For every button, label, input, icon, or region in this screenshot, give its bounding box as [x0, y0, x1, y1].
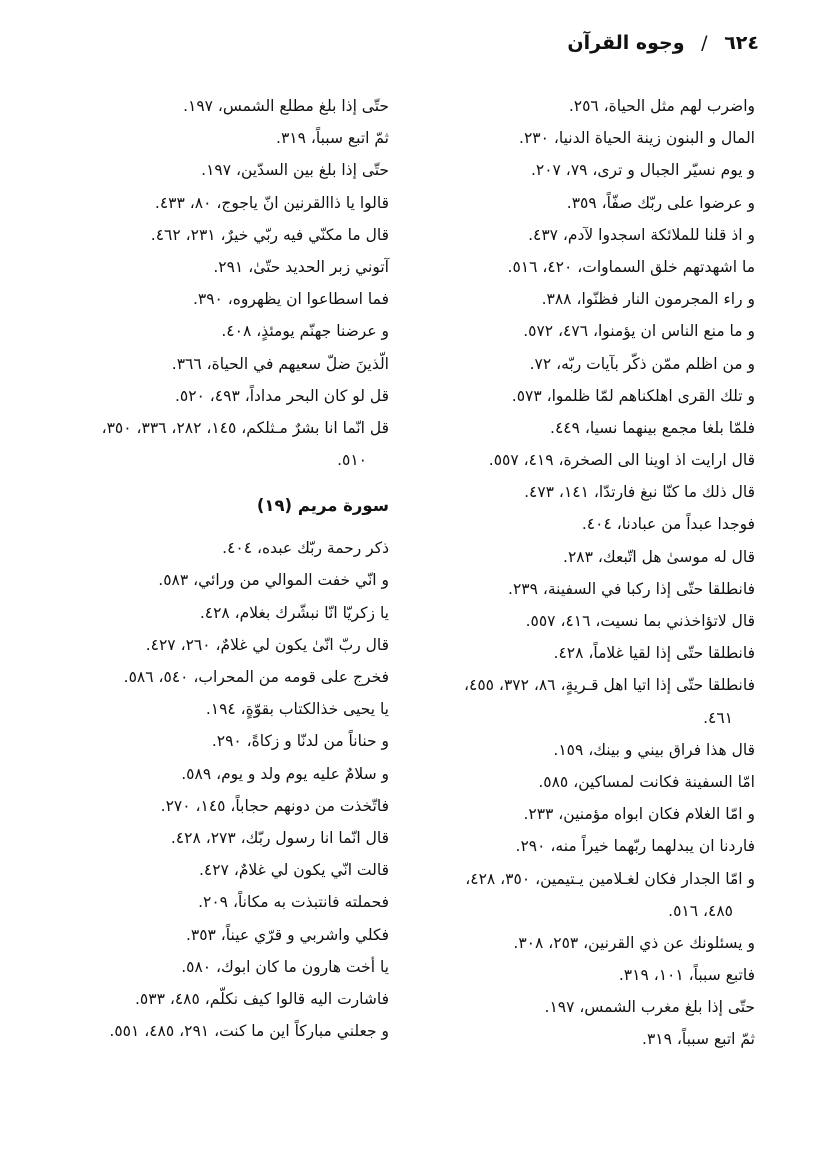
index-entry: [395, 476, 755, 508]
index-entry: [395, 187, 755, 219]
index-entry-text: و امّا الغلام فكان ابواه مؤمنين، ٢٣٣.: [523, 805, 755, 824]
index-entry-text: فانطلقا حتّى إذا ركبا في السفينة، ٢٣٩.: [508, 579, 755, 598]
index-entry: [34, 154, 389, 186]
running-header: [567, 32, 759, 54]
index-entry: [34, 725, 389, 757]
index-entry: [34, 348, 389, 380]
index-entry: [395, 90, 755, 122]
index-entry-text: و اذ قلنا للملائكة اسجدوا لآدم، ٤٣٧.: [528, 225, 755, 244]
index-entry-text: قال ارايت اذ اوينا الى الصخرة، ٤١٩، ٥٥٧.: [488, 451, 755, 470]
index-entry: [34, 564, 389, 596]
index-entry: [395, 348, 755, 380]
index-entry-text: قال لاتؤاخذني بما نسيت، ٤١٦، ٥٥٧.: [525, 612, 755, 630]
index-entry: [395, 541, 755, 573]
index-entry: [395, 283, 755, 315]
index-entry: [34, 122, 389, 154]
index-entry: [395, 798, 755, 830]
index-entry-text: حتّى إذا بلغ مطلع الشمس، ١٩٧.: [183, 97, 389, 115]
index-entry: [34, 854, 389, 886]
index-entry: [34, 219, 389, 251]
index-entry: [34, 251, 389, 283]
header-separator: /: [701, 32, 708, 54]
index-entry-text: فاردنا ان يبدلهما ربّهما خيراً منه، ٢٩٠.: [515, 837, 755, 856]
index-entry-continuation: ٤٨٥، ٥١٦.: [668, 901, 733, 920]
index-entry-text: قال ذلك ما كنّا نبغ فارتدّا، ١٤١، ٤٧٣.: [524, 483, 755, 502]
index-entry: [34, 758, 389, 790]
index-entry-text: فوجدا عبداً من عبادنا، ٤٠٤.: [581, 515, 755, 534]
index-column-left: [34, 90, 389, 1047]
index-entry-text: و من اظلم ممّن ذكّر بآيات ربّه، ٧٢.: [529, 354, 755, 373]
index-entry: [395, 734, 755, 766]
index-entry-text: قال له موسىٰ هل اتّبعك، ٢٨٣.: [563, 547, 755, 566]
index-entry-text: حتّى إذا بلغ مغرب الشمس، ١٩٧.: [544, 998, 755, 1017]
index-entry: [395, 412, 755, 444]
index-entry-text: قال هذا فراق بيني و بينك، ١٥٩.: [553, 740, 755, 759]
book-title: وجوه القرآن: [567, 32, 685, 54]
index-entry: [395, 154, 755, 186]
index-entry-continuation: ٥١٠.: [337, 451, 367, 470]
index-entry-text: و انّي خفت الموالي من ورائي، ٥٨٣.: [158, 571, 389, 590]
index-entry: [395, 444, 755, 476]
index-entry: [34, 983, 389, 1015]
index-entry-text: قل لو كان البحر مداداً، ٤٩٣، ٥٢٠.: [174, 386, 389, 405]
index-entry-text: قالوا يا ذاالقرنين انّ ياجوج، ٨٠، ٤٣٣.: [154, 193, 389, 212]
index-entry: [395, 315, 755, 347]
index-list-kahf: [34, 90, 389, 476]
index-entry-text: فاشارت اليه قالوا كيف نكلّم، ٤٨٥، ٥٣٣.: [134, 989, 389, 1008]
index-entry: [395, 605, 755, 637]
index-entry-text: و امّا الجدار فكان لغـلامين يـتيمين، ٣٥٠، ٤٢٨،: [465, 869, 755, 888]
index-entry-text: حتّى إذا بلغ بين السدّين، ١٩٧.: [201, 161, 389, 180]
index-entry: [34, 822, 389, 854]
index-entry-text: ثمّ اتبع سبباً، ٣١٩.: [276, 129, 389, 148]
index-entry-text: قال ما مكنّي فيه ربّي خيرٌ، ٢٣١، ٤٦٢.: [150, 225, 389, 244]
index-entry: [34, 90, 389, 122]
index-entry: [34, 919, 389, 951]
index-entry-text: و جعلني مباركاً اين ما كنت، ٢٩١، ٤٨٥، ٥٥١.: [109, 1022, 389, 1041]
index-entry-text: آتوني زبر الحديد حتّىٰ، ٢٩١.: [213, 257, 389, 276]
index-entry-text: و عرضوا على ربّك صفّاً، ٣٥٩.: [566, 193, 755, 212]
index-entry: [395, 122, 755, 154]
index-entry-text: واضرب لهم مثل الحياة، ٢٥٦.: [568, 97, 755, 115]
index-entry-text: ما اشهدتهم خلق السماوات، ٤٢٠، ٥١٦.: [507, 257, 755, 276]
index-entry-text: و حناناً من لدنّا و زكاةً، ٢٩٠.: [211, 732, 389, 751]
index-entry-text: الّذينَ ضلّ سعيهم في الحياة، ٣٦٦.: [171, 354, 389, 373]
index-entry-text: فاتّخذت من دونهم حجاباً، ١٤٥، ٢٧٠.: [160, 796, 389, 815]
surah-heading: سورة مريم (١٩): [256, 496, 389, 516]
index-entry: [34, 693, 389, 725]
index-entry: [34, 283, 389, 315]
index-entry-text: قالت انّي يكون لي غلامٌ، ٤٢٧.: [198, 861, 389, 880]
index-entry: [34, 597, 389, 629]
index-entry: [395, 219, 755, 251]
index-entry-text: و تلك القرى اهلكناهم لمّا ظلموا، ٥٧٣.: [511, 386, 755, 405]
index-entry: [34, 412, 389, 476]
index-entry-text: فانطلقا حتّى إذا اتيا اهل قـريةٍ، ٨٦، ٣٧٢، ٤٥٥،: [464, 676, 755, 695]
index-entry-text: ثمّ اتبع سبباً، ٣١٩.: [642, 1030, 755, 1049]
index-entry-text: قال انّما انا رسول ربّك، ٢٧٣، ٤٢٨.: [170, 828, 389, 847]
index-entry-continuation: ٤٦١.: [703, 708, 733, 727]
index-entry-text: فكلي واشربي و قرّي عيناً، ٣٥٣.: [185, 925, 389, 944]
index-entry: [395, 637, 755, 669]
index-entry: [395, 1023, 755, 1055]
index-entry: [34, 315, 389, 347]
index-list-maryam: [34, 532, 389, 1047]
index-entry-text: و راء المجرمون النار فظنّوا، ٣٨٨.: [541, 290, 755, 309]
index-entry-text: قال ربّ انّىٰ يكون لي غلامٌ، ٢٦٠، ٤٢٧.: [145, 635, 389, 654]
index-entry-text: امّا السفينة فكانت لمساكين، ٥٨٥.: [538, 772, 755, 791]
index-entry: [395, 251, 755, 283]
index-entry: [395, 959, 755, 991]
index-entry-text: و عرضنا جهنّم يومئذٍ، ٤٠٨.: [221, 322, 389, 341]
index-entry: [395, 508, 755, 540]
index-entry: [395, 830, 755, 862]
index-entry: [34, 187, 389, 219]
index-entry: [395, 669, 755, 733]
index-entry-text: يا يحيى خذالكتاب بقوّةٍ، ١٩٤.: [205, 700, 389, 719]
index-entry-text: فحملته فانتبذت به مكاناً، ٢٠٩.: [198, 893, 389, 912]
index-entry-text: ذكر رحمة ربّك عبده، ٤٠٤.: [222, 539, 389, 558]
index-column-right: [395, 90, 755, 1056]
page-number: ٦٢٤: [724, 32, 759, 54]
index-entry: [395, 863, 755, 927]
index-entry-text: و يسئلونك عن ذي القرنين، ٢٥٣، ٣٠٨.: [513, 933, 755, 952]
index-entry: [395, 573, 755, 605]
index-entry-text: فلمّا بلغا مجمع بينهما نسيا، ٤٤٩.: [550, 418, 755, 437]
index-entry-text: و ما منع الناس ان يؤمنوا، ٤٧٦، ٥٧٢.: [523, 322, 755, 341]
index-entry-text: فاتبع سبباً، ١٠١، ٣١٩.: [618, 966, 755, 985]
index-entry-text: المال و البنون زينة الحياة الدنيا، ٢٣٠.: [519, 129, 755, 148]
index-entry-text: فما اسطاعوا ان يظهروه، ٣٩٠.: [192, 290, 389, 309]
index-entry: [34, 790, 389, 822]
index-entry-text: و يوم نسيّر الجبال و ترى، ٧٩، ٢٠٧.: [530, 161, 755, 180]
index-entry: [34, 532, 389, 564]
index-entry-text: قل انّما انا بشرٌ مـثلكم، ١٤٥، ٢٨٢، ٣٣٦، ٣٥٠،: [101, 418, 389, 437]
index-entry: [34, 629, 389, 661]
index-entry-text: فخرج على قومه من المحراب، ٥٤٠، ٥٨٦.: [123, 668, 389, 686]
index-entry: [395, 380, 755, 412]
index-entry: [34, 661, 389, 693]
index-entry-text: و سلامٌ عليه يوم ولد و يوم، ٥٨٩.: [181, 764, 389, 783]
index-entry: [34, 380, 389, 412]
index-entry: [395, 766, 755, 798]
index-entry: [395, 991, 755, 1023]
index-entry-text: فانطلقا حتّى إذا لقيا غلاماً، ٤٢٨.: [553, 644, 755, 663]
index-entry: [34, 951, 389, 983]
index-entry: [395, 927, 755, 959]
index-entry-text: يا زكريّا انّا نبشّرك بغلام، ٤٢٨.: [199, 603, 389, 622]
index-entry-text: يا أخت هارون ما كان ابوك، ٥٨٠.: [181, 957, 389, 976]
index-entry: [34, 1015, 389, 1047]
index-entry: [34, 886, 389, 918]
